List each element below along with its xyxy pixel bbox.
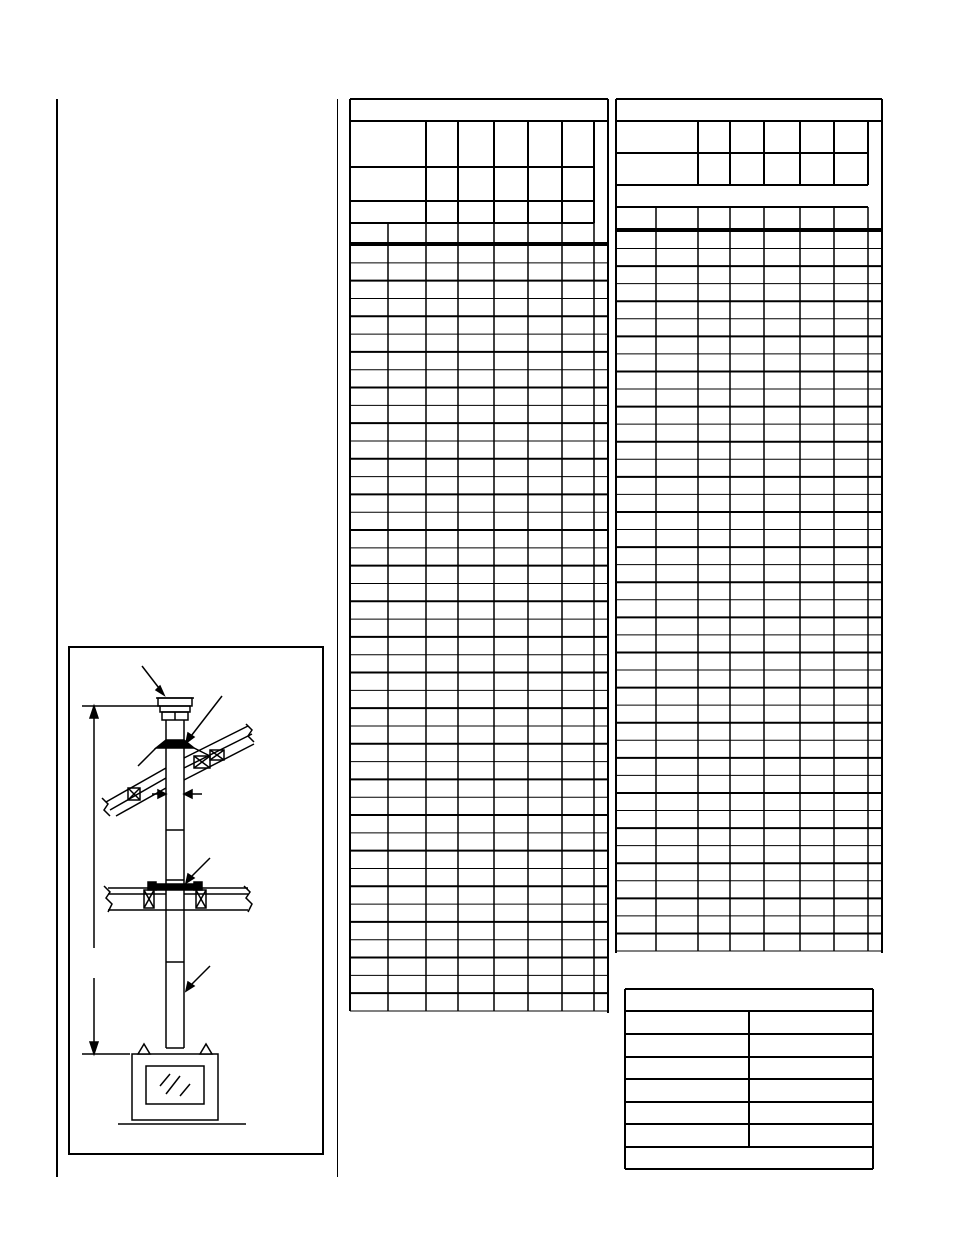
small-data-table bbox=[623, 987, 875, 1173]
chimney-diagram bbox=[70, 648, 322, 1153]
column-divider-rule bbox=[337, 99, 338, 1177]
left-margin-rule bbox=[56, 99, 58, 1177]
left-data-table bbox=[348, 97, 610, 1017]
right-data-table bbox=[614, 97, 884, 957]
chimney-diagram-frame bbox=[68, 646, 324, 1155]
